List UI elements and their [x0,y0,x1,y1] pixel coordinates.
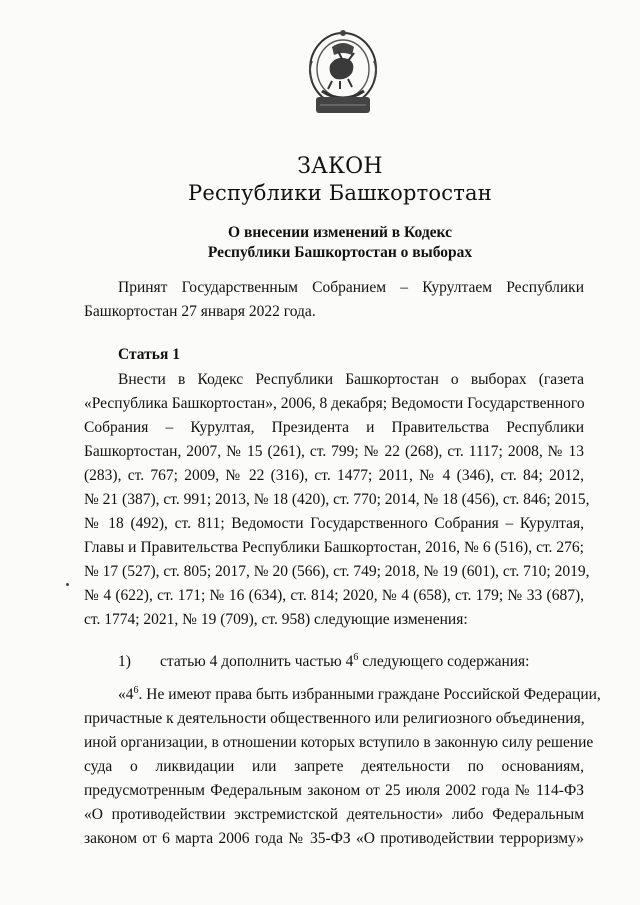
scan-speck [66,583,69,586]
quote-first-line-rest: . Не имеют права быть избранными граждане Российской Федерации, [138,686,601,703]
quoted-part-paragraph [84,683,601,851]
adoption-line: Башкортостан 27 января 2022 года. [84,303,316,320]
law-title: ЗАКОН [297,154,383,179]
law-subject-line-2: Республики Башкортостан о выборах [207,244,473,261]
law-subject-line-1: О внесении изменений в Кодекс [228,224,452,241]
bashkortostan-coat-of-arms-icon [302,25,384,123]
quote-line: «О противодействии экстремистской деятельности» либо Федеральным [84,806,584,823]
article-line: «Республика Башкортостан», 2006, 8 декабря; Ведомости Государственного [84,395,585,412]
quote-open: «4 [118,686,134,703]
quote-line: иной организации, в отношении которых вступило в законную силу решение [84,734,594,751]
article-line: Внести в Кодекс Республики Башкортостан о выборах (газета [118,371,584,388]
article-line: Башкортостан, 2007, № 15 (261), ст. 799; № 22 (268), ст. 1117; 2008, № 13 [84,443,584,460]
item-superscript: 6 [353,651,359,663]
quote-line: законом от 6 марта 2006 года № 35-ФЗ «О противодействии терроризму» [84,830,584,847]
quote-first-line [84,683,601,707]
article-line: (283), ст. 767; 2009, № 22 (316), ст. 1477; 2011, № 4 (346), ст. 84; 2012, [84,467,584,484]
article-line: Собрания – Курултая, Президента и Правительства Республики [84,419,584,436]
adoption-paragraph [84,276,584,324]
law-region: Республики Башкортостан [188,181,492,205]
quote-line: суда о ликвидации или запрете деятельности по основаниям, [84,758,584,775]
item-number: 1) [118,653,131,670]
adoption-line: Принят Государственным Собранием – Курултаем Республики [118,279,584,296]
item-text [160,653,529,671]
article-line: № 4 (622), ст. 171; № 16 (634), ст. 814; 2020, № 4 (658), ст. 179; № 33 (687), [84,587,584,604]
quote-line: причастные к деятельности общественного или религиозного объединения, [84,710,585,727]
quote-superscript: 6 [133,684,139,696]
article-heading: Статья 1 [118,346,180,363]
item-text-after: следующего содержания: [358,653,530,670]
article-line: № 18 (492), ст. 811; Ведомости Государственного Собрания – Курултая, [84,515,584,532]
article-line: № 21 (387), ст. 991; 2013, № 18 (420), ст. 770; 2014, № 18 (456), ст. 846; 2015, [84,491,590,508]
article-line: Главы и Правительства Республики Башкортостан, 2016, № 6 (516), ст. 276; [84,539,584,556]
item-text-before: статью 4 дополнить частью 4 [160,653,354,670]
article-line: ст. 1774; 2021, № 19 (709), ст. 958) следующие изменения: [84,611,468,628]
quote-line: предусмотренным Федеральным законом от 25 июля 2002 года № 114-ФЗ [84,782,584,799]
article-1-paragraph [84,368,590,632]
article-line: № 17 (527), ст. 805; 2017, № 20 (566), ст. 749; 2018, № 19 (601), ст. 710; 2019, [84,563,590,580]
